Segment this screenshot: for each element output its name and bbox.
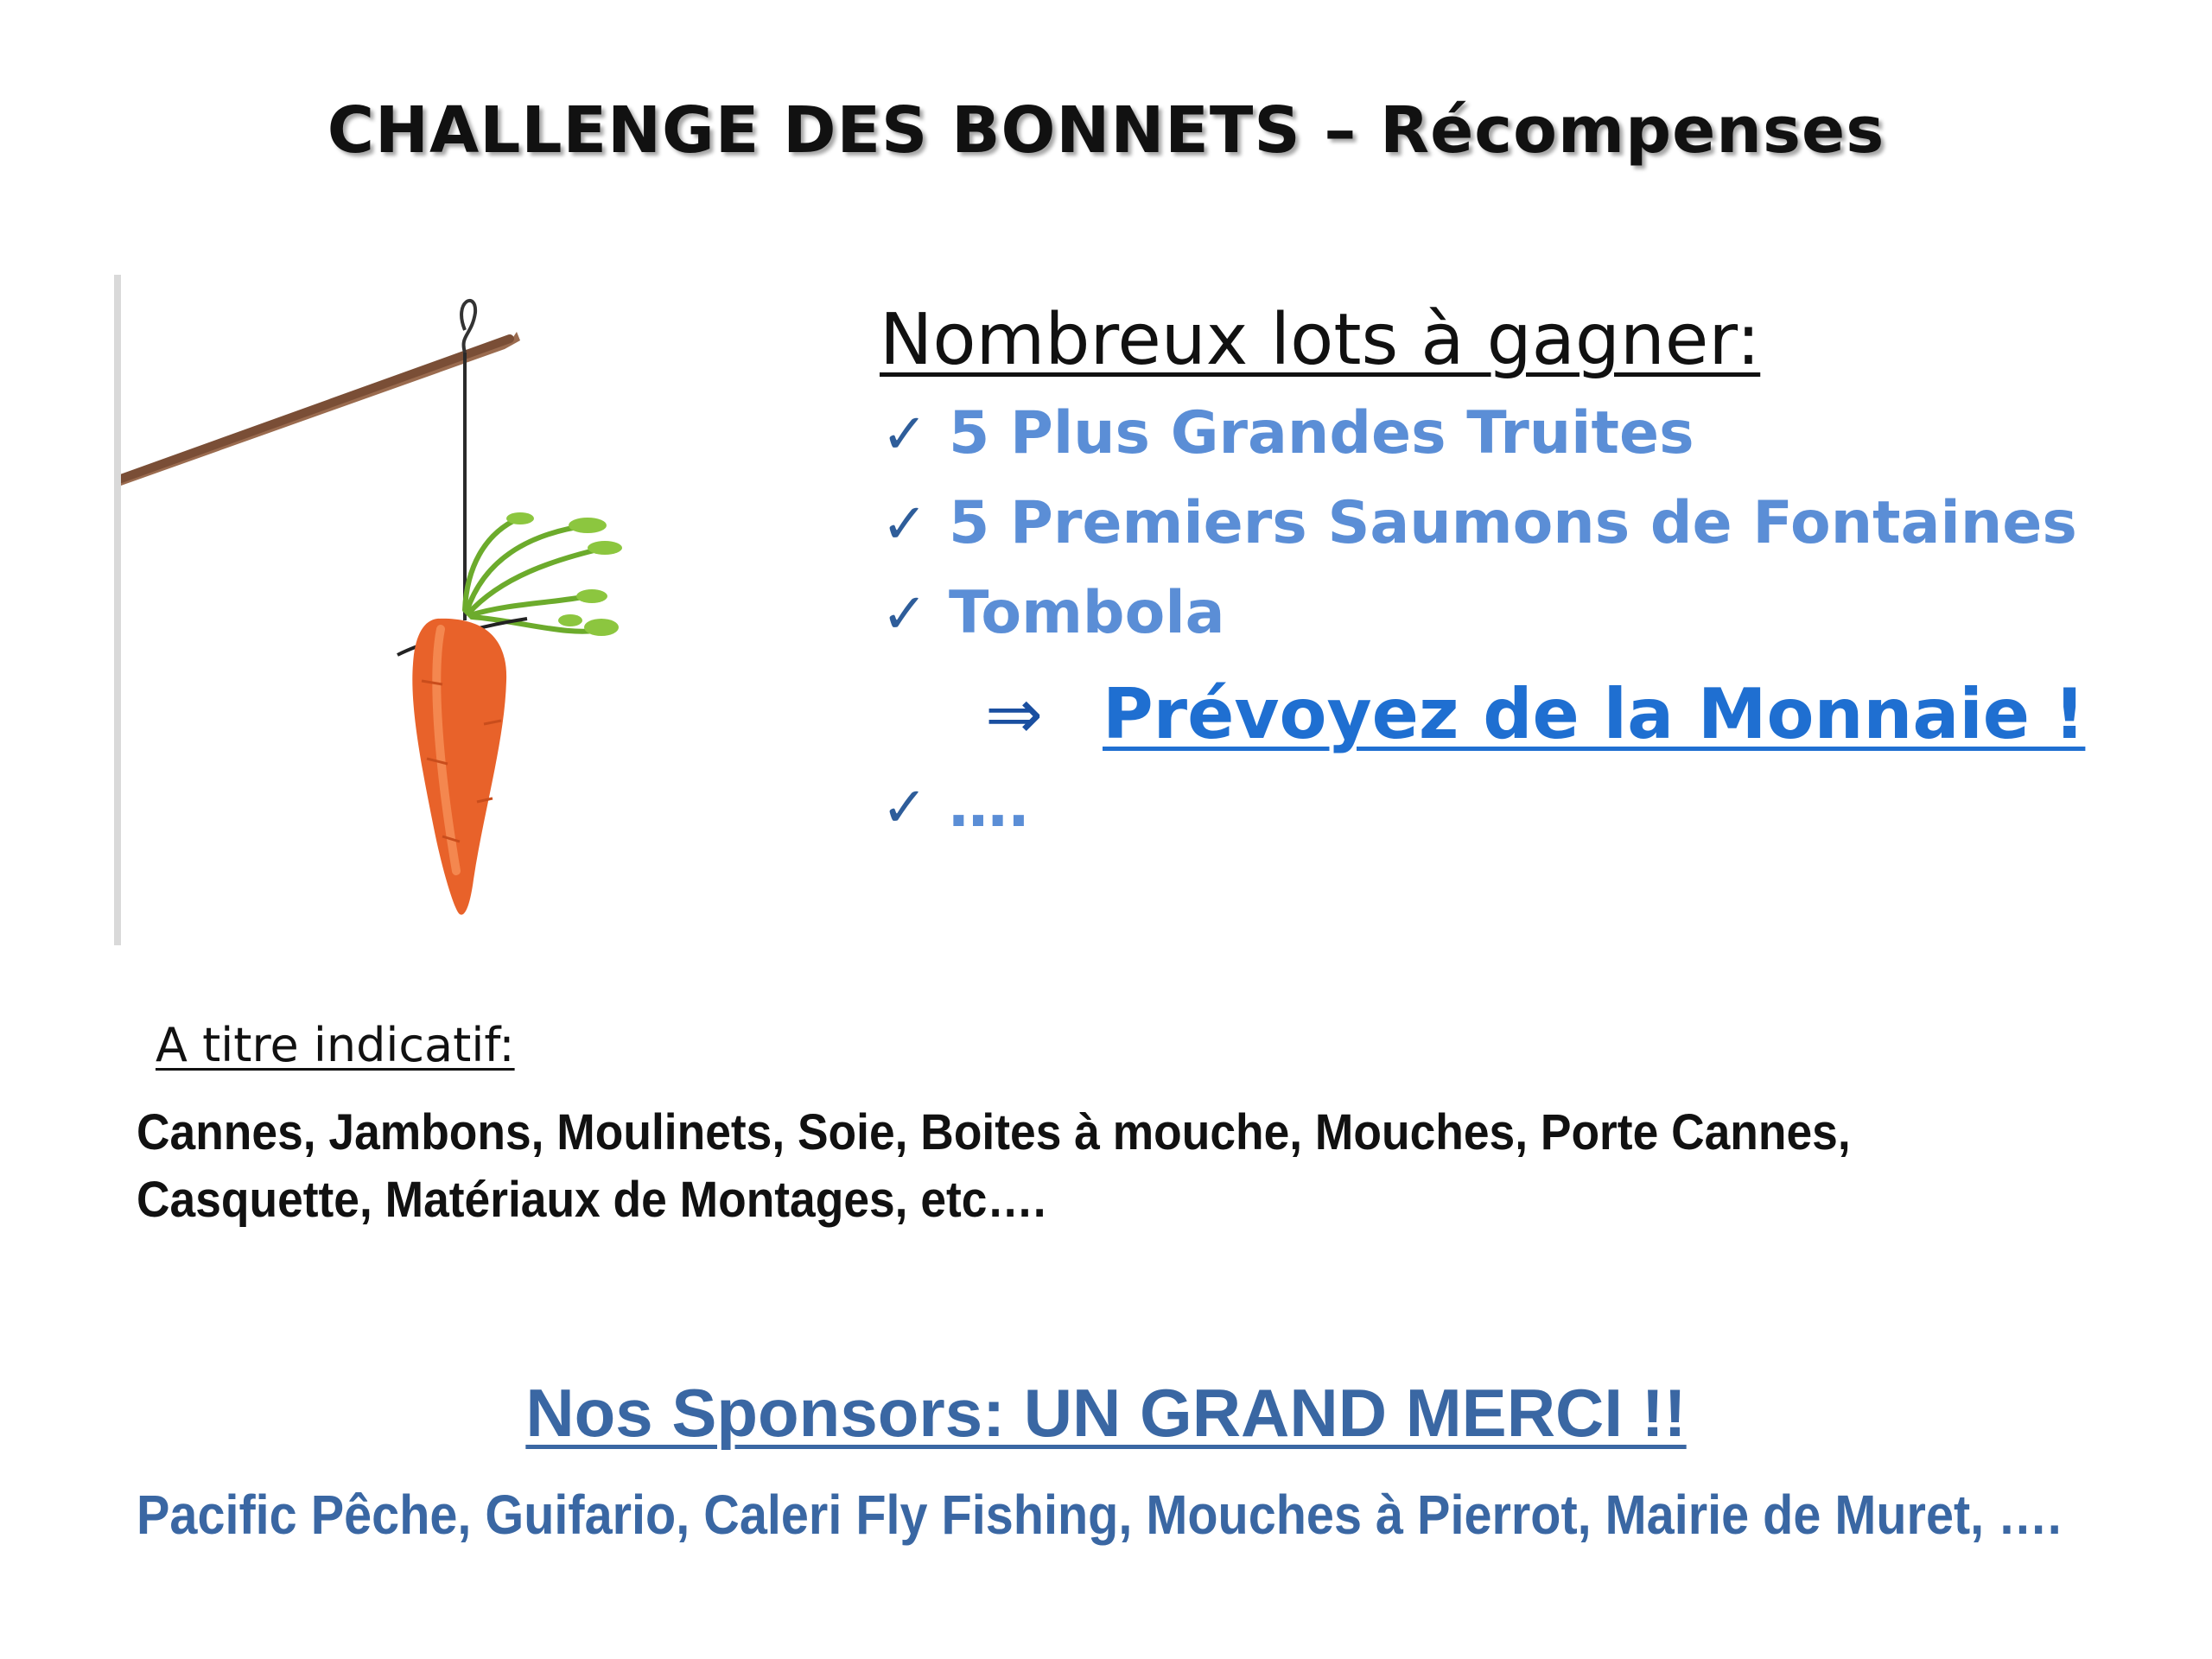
prize-label: 5 Premiers Saumons de Fontaines: [949, 489, 2077, 557]
money-reminder-label: Prévoyez de la Monnaie !: [1103, 674, 2086, 754]
prize-label: ….: [949, 772, 1030, 841]
carrot-on-stick-image: [114, 275, 729, 945]
indicative-label: A titre indicatif:: [156, 1018, 515, 1072]
sponsors-list: Pacific Pêche, Guifario, Caleri Fly Fishing, Mouches à Pierrot, Mairie de Muret, ….: [137, 1484, 2062, 1546]
image-border: [114, 275, 121, 945]
carrot-on-stick-icon: [121, 275, 729, 945]
prize-item: [881, 489, 2077, 557]
prize-label: 5 Plus Grandes Truites: [949, 399, 1694, 467]
check-icon: ✓: [881, 403, 928, 467]
prizes-heading: Nombreux lots à gagner:: [880, 299, 1761, 381]
check-icon: ✓: [881, 493, 928, 556]
prize-label: Tombola: [949, 579, 1225, 647]
page-title: CHALLENGE DES BONNETS – Récompenses: [327, 93, 1885, 168]
prize-item: [881, 579, 1225, 647]
check-icon: ✓: [881, 776, 928, 840]
check-icon: ✓: [881, 582, 928, 646]
money-reminder: [985, 674, 2085, 754]
implies-arrow-icon: ⇒: [985, 674, 1044, 754]
indicative-products: Cannes, Jambons, Moulinets, Soie, Boites à mouche, Mouches, Porte Cannes, Casquette, Matériaux de Montages, etc….: [137, 1104, 1851, 1228]
sponsors-title: Nos Sponsors: UN GRAND MERCI !!: [525, 1375, 1687, 1451]
prize-item: [881, 772, 1030, 841]
prize-item: [881, 399, 1694, 467]
